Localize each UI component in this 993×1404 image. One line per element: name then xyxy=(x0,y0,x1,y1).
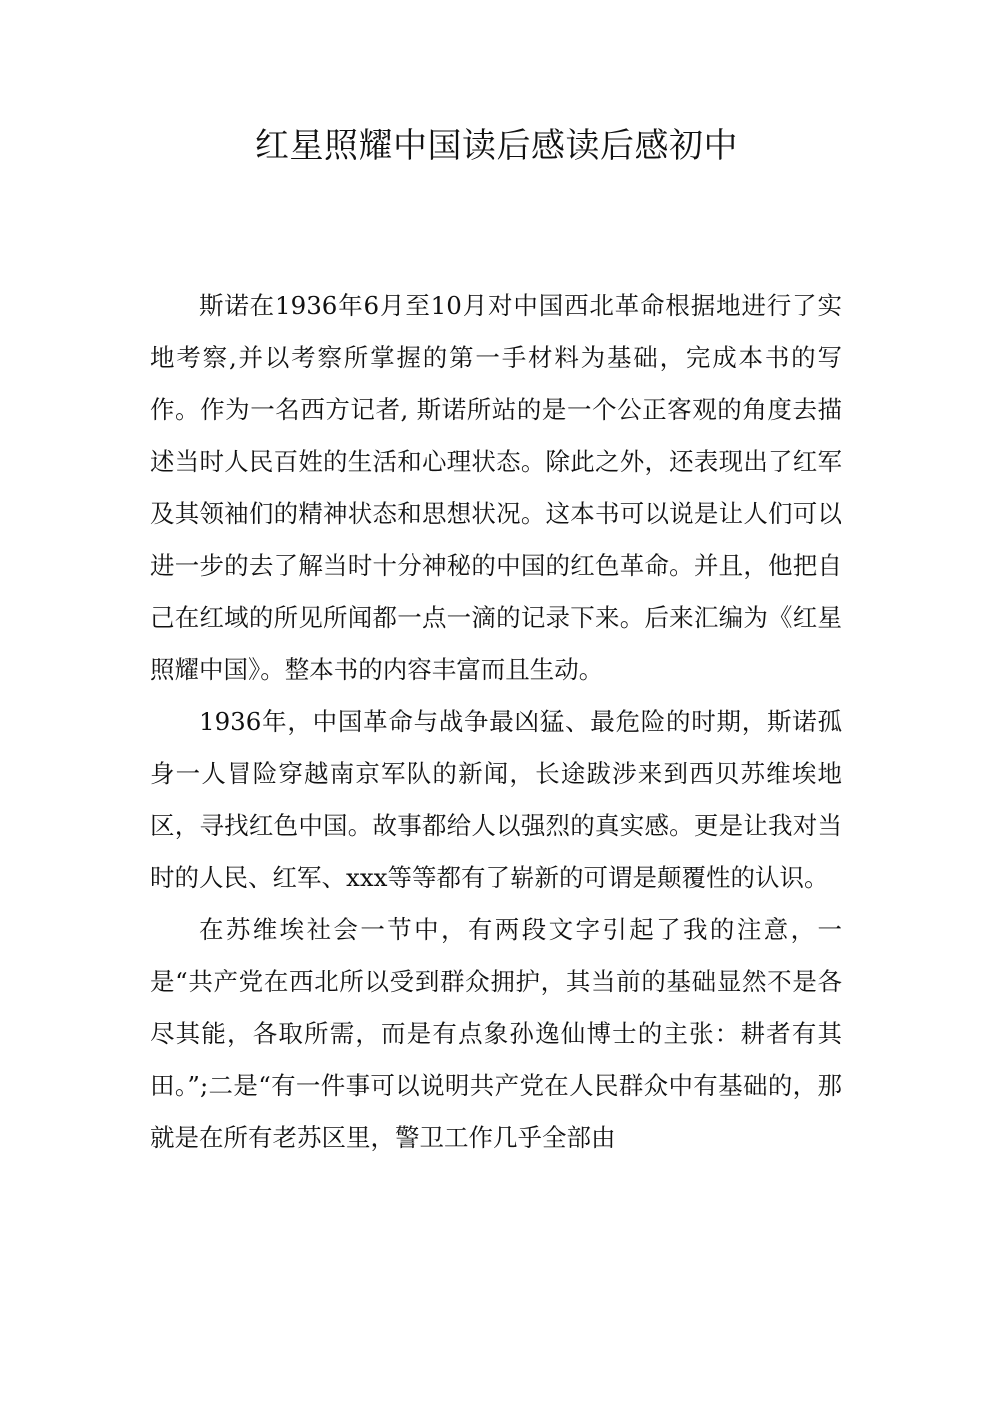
document-title: 红星照耀中国读后感读后感初中 xyxy=(255,126,738,166)
paragraph-2: 1936年，中国革命与战争最凶猛、最危险的时期，斯诺孤身一人冒险穿越南京军队的新闻，长途跋涉来到西贝苏维埃地区，寻找红色中国。故事都给人以强烈的真实感。更是让我对当时的人民、红军、xxx等等都有了崭新的可谓是颠覆性的认识。 xyxy=(150,707,842,892)
paragraph-3: 在苏维埃社会一节中，有两段文字引起了我的注意，一是“共产党在西北所以受到群众拥护，其当前的基础显然不是各尽其能，各取所需，而是有点象孙逸仙博士的主张：耕者有其田。”;二是“有一件事可以说明共产党在人民群众中有基础的，那就是在所有老苏区里，警卫工作几乎全部由 xyxy=(150,915,842,1152)
document-body xyxy=(150,280,842,1164)
paragraph-1: 斯诺在1936年6月至10月对中国西北革命根据地进行了实地考察,并以考察所掌握的第一手材料为基础，完成本书的写作。作为一名西方记者, 斯诺所站的是一个公正客观的角度去描述当时人民百姓的生活和心理状态。除此之外，还表现出了红军及其领袖们的精神状态和思想状况。这本书可以说是让人们可以进一步的去了解当时十分神秘的中国的红色革命。并且，他把自己在红域的所见所闻都一点一滴的记录下来。后来汇编为《红星照耀中国》。整本书的内容丰富而且生动。 xyxy=(150,291,842,684)
